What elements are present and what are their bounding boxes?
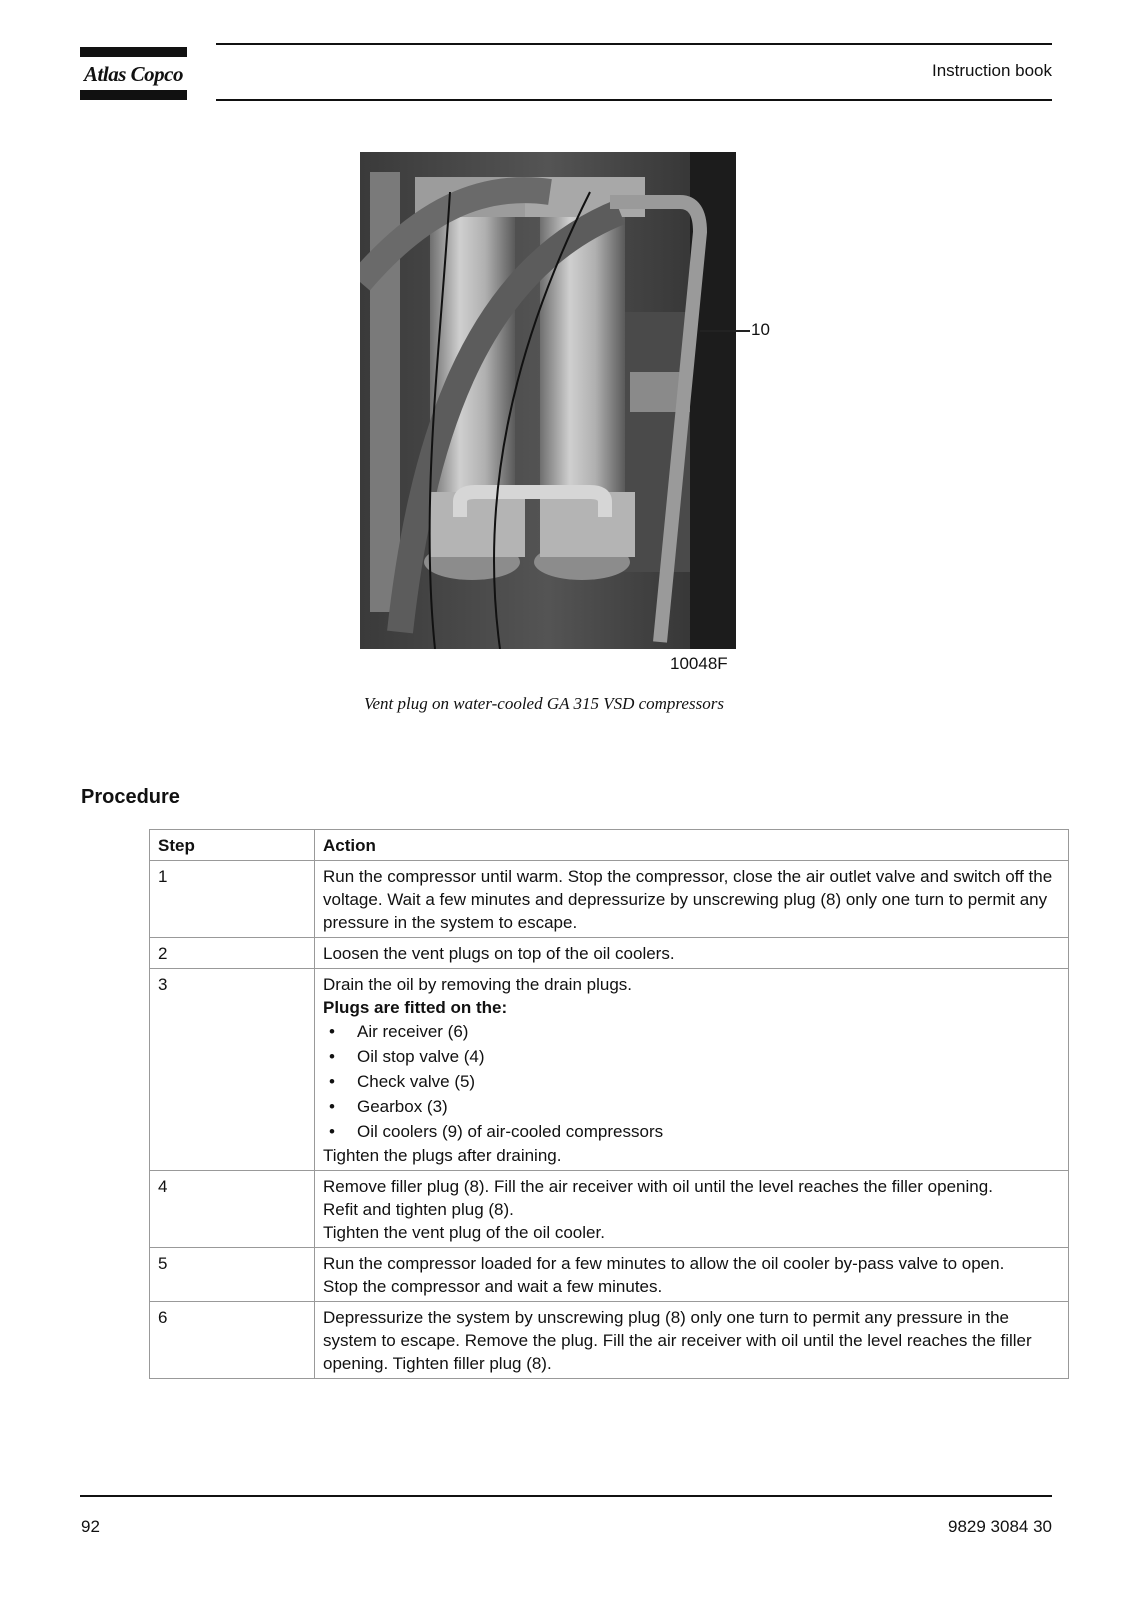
action-cell: Run the compressor until warm. Stop the compressor, close the air outlet valve and switch off the voltage. Wait a few minutes and depressurize by unscrewing plug (8) only one turn to permit any pressure in the system to escape. bbox=[315, 861, 1069, 938]
table-header-row bbox=[150, 830, 1069, 861]
figure-caption: Vent plug on water-cooled GA 315 VSD compressors bbox=[364, 694, 724, 713]
action-text: Drain the oil by removing the drain plugs. bbox=[323, 975, 632, 994]
list-item: • Oil coolers (9) of air-cooled compressors bbox=[323, 1119, 1064, 1144]
action-column-header: Action bbox=[315, 830, 1069, 861]
action-line: Tighten the vent plug of the oil cooler. bbox=[323, 1223, 605, 1242]
header-title: Instruction book bbox=[931, 61, 1052, 80]
procedure-table bbox=[149, 829, 1069, 1379]
logo-bar-bottom bbox=[80, 90, 187, 100]
action-line: Remove filler plug (8). Fill the air receiver with oil until the level reaches the filler opening. bbox=[323, 1177, 993, 1196]
action-text-after: Tighten the plugs after draining. bbox=[323, 1146, 562, 1165]
section-heading: Procedure bbox=[81, 786, 180, 808]
action-line: Stop the compressor and wait a few minutes. bbox=[323, 1277, 663, 1296]
list-item: • Gearbox (3) bbox=[323, 1094, 1064, 1119]
step-cell: 1 bbox=[150, 861, 315, 938]
step-column-header: Step bbox=[150, 830, 315, 861]
atlas-copco-logo bbox=[80, 47, 187, 101]
document-number: 9829 3084 30 bbox=[948, 1517, 1052, 1536]
step-cell: 5 bbox=[150, 1248, 315, 1302]
plugs-subheading: Plugs are fitted on the: bbox=[323, 998, 508, 1017]
step-cell: 2 bbox=[150, 938, 315, 969]
footer-rule bbox=[80, 1495, 1052, 1497]
figure-id: 10048F bbox=[670, 654, 728, 673]
header-rule-bottom bbox=[216, 99, 1052, 101]
header-rule-top bbox=[216, 43, 1052, 45]
step-cell: 4 bbox=[150, 1171, 315, 1248]
callout-label: 10 bbox=[751, 320, 770, 339]
table-row bbox=[150, 1302, 1069, 1379]
action-cell: Depressurize the system by unscrewing plug (8) only one turn to permit any pressure in the system to escape. Remove the plug. Fill the air receiver with oil until the level reaches the filler opening. Tighten filler plug (8). bbox=[315, 1302, 1069, 1379]
list-item: • Check valve (5) bbox=[323, 1069, 1064, 1094]
table-row bbox=[150, 938, 1069, 969]
logo-text: Atlas Copco bbox=[84, 62, 183, 86]
table-row bbox=[150, 1248, 1069, 1302]
plugs-list bbox=[323, 1019, 1064, 1144]
vent-plug-photo bbox=[360, 152, 736, 649]
page-number: 92 bbox=[81, 1517, 100, 1536]
action-cell: Loosen the vent plugs on top of the oil coolers. bbox=[315, 938, 1069, 969]
step-cell: 3 bbox=[150, 969, 315, 1171]
step-cell: 6 bbox=[150, 1302, 315, 1379]
table-row bbox=[150, 861, 1069, 938]
action-line: Run the compressor loaded for a few minutes to allow the oil cooler by-pass valve to open. bbox=[323, 1254, 1005, 1273]
action-line: Refit and tighten plug (8). bbox=[323, 1200, 514, 1219]
table-row bbox=[150, 1171, 1069, 1248]
list-item: • Air receiver (6) bbox=[323, 1019, 1064, 1044]
action-cell bbox=[315, 1171, 1069, 1248]
list-item: • Oil stop valve (4) bbox=[323, 1044, 1064, 1069]
action-cell bbox=[315, 969, 1069, 1171]
callout-leader-line bbox=[700, 330, 750, 332]
action-cell bbox=[315, 1248, 1069, 1302]
logo-bar-top bbox=[80, 47, 187, 57]
table-row bbox=[150, 969, 1069, 1171]
